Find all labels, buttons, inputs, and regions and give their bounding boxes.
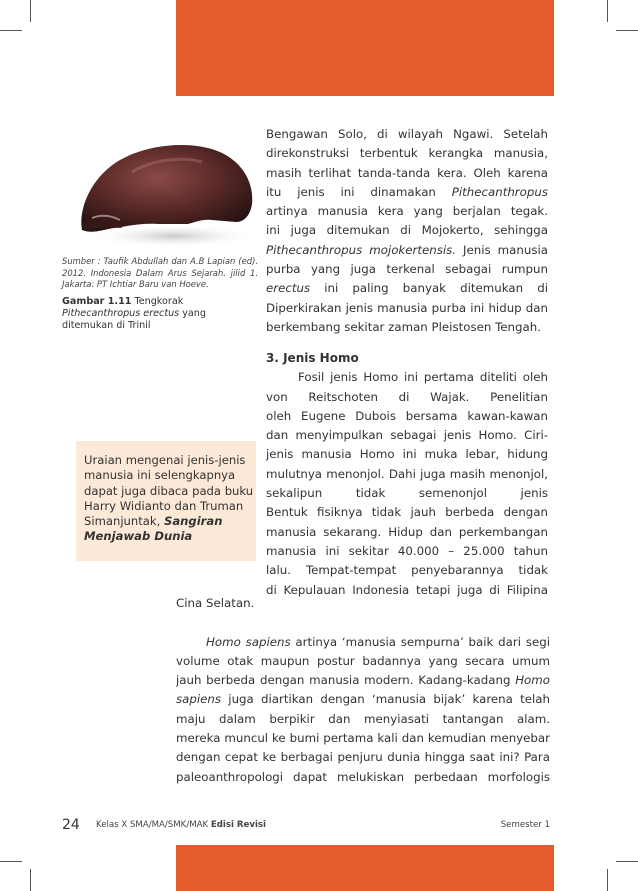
text-line: Homo sapiens artinya ‘manusia sempurna’ baik dari segi bbox=[206, 634, 550, 649]
species-name: Pithecanthropus mojokertensis. bbox=[266, 242, 457, 257]
text-line: ini juga ditemukan di Mojokerto, sehingga bbox=[266, 223, 548, 238]
edition-label: Edisi Revisi bbox=[210, 820, 266, 830]
crop-mark bbox=[616, 30, 638, 31]
text-line: Fosil jenis Homo ini pertama diteliti oleh bbox=[298, 370, 548, 385]
text-line: lalu. Tempat-tempat penyebarannya tidak bbox=[266, 563, 548, 578]
text-line: mulutnya menonjol. Dahi juga masih menonjol, bbox=[266, 466, 548, 481]
page-number: 24 bbox=[62, 817, 80, 833]
species-name: Homo bbox=[515, 673, 550, 688]
crop-mark bbox=[0, 30, 22, 31]
crop-mark bbox=[0, 861, 22, 862]
text-line: dan menyimpulkan sebagai jenis Homo. Ciri- bbox=[266, 428, 548, 443]
figure-caption-species: Pithecanthropus erectus bbox=[62, 308, 180, 319]
paragraph-intro bbox=[266, 125, 548, 337]
figure-source: Sumber : Taufik Abdullah dan A.B Lapian (ed). 2012. Indonesia Dalam Arus Sejarah. jilid 1. Jakarta: PT Ichtiar Baru van Hoeve. bbox=[62, 256, 258, 289]
text-line: purba yang juga terkenal sebagai rumpun bbox=[266, 262, 548, 277]
figure-caption-text: Tengkorak bbox=[134, 296, 184, 307]
text-line: von Reitschoten di Wajak. Penelitian bbox=[266, 389, 548, 404]
crop-mark bbox=[30, 869, 31, 891]
figure-caption-text-2: yang ditemukan di Trinil bbox=[62, 308, 206, 331]
text-line: itu jenis ini dinamakan Pithecanthropus bbox=[266, 183, 548, 202]
skull-figure bbox=[62, 118, 260, 256]
text-line: Bengawan Solo, di wilayah Ngawi. Setelah bbox=[266, 127, 548, 141]
info-box-text: Uraian mengenai jenis-jenis manusia ini selengkapnya dapat juga dibaca pada buku Harry Widianto dan Truman Simanjuntak, Sangiran Menjawab Dunia bbox=[84, 453, 254, 544]
text-line: direkonstruksi terbentuk kerangka manusia, bbox=[266, 146, 548, 161]
paragraph-homo-sapiens bbox=[176, 594, 550, 787]
text-line: paleoanthropologi dapat melukiskan perbedaan morfologis bbox=[176, 769, 550, 784]
crop-mark bbox=[607, 0, 608, 22]
book-title: Sangiran Menjawab Dunia bbox=[84, 514, 223, 544]
figure-caption bbox=[62, 296, 258, 332]
section-heading: 3. Jenis Homo bbox=[266, 351, 359, 365]
text-line: volume otak maupun postur badannya yang secara umum bbox=[176, 653, 550, 668]
text-line: erectus ini paling banyak ditemukan di bbox=[266, 281, 548, 296]
text-line: artinya manusia kera yang berjalan tegak. bbox=[266, 204, 548, 219]
text-line: Bentuk fisiknya tidak jauh berbeda dengan bbox=[266, 505, 548, 520]
text-line: dengan cepat ke berbagai penjuru dunia hingga saat ini? Para bbox=[176, 750, 550, 765]
text-line: jauh berbeda dengan manusia modern. Kadang-kadang Homo bbox=[176, 673, 550, 688]
species-name: sapiens bbox=[176, 692, 222, 707]
text-line: manusia sekarang. Hidup dan perkembangan bbox=[266, 524, 548, 539]
crop-mark bbox=[616, 861, 638, 862]
text-line: masih terlihat tanda-tanda kera. Oleh karena bbox=[266, 165, 548, 180]
text-line: oleh Eugene Dubois bersama kawan-kawan bbox=[266, 408, 548, 423]
text-line: mereka muncul ke bumi pertama kali dan kemudian menyebar bbox=[176, 731, 550, 746]
header-band bbox=[176, 0, 554, 96]
text-line: berkembang sekitar zaman Pleistosen Tengah. bbox=[266, 319, 541, 334]
page-footer bbox=[62, 817, 550, 835]
text-line: sekalipun tidak semenonjol jenis bbox=[266, 486, 548, 501]
species-name: Homo sapiens bbox=[206, 634, 291, 649]
crop-mark bbox=[607, 869, 608, 891]
text-line: Cina Selatan. bbox=[176, 596, 255, 610]
text-line: Diperkirakan jenis manusia purba ini hidup dan bbox=[266, 300, 548, 315]
text-line: di Kepulauan Indonesia tetapi juga di Filipina bbox=[266, 582, 548, 597]
text-line: manusia ini sekitar 40.000 – 25.000 tahun bbox=[266, 543, 548, 558]
crop-mark bbox=[30, 0, 31, 22]
text-line: maju dalam berpikir dan menyiasati tantangan alam. bbox=[176, 711, 550, 726]
text-line: sapiens juga diartikan dengan ‘manusia bijak’ karena telah bbox=[176, 692, 550, 707]
footer-band bbox=[176, 845, 554, 891]
section-homo bbox=[266, 349, 548, 600]
semester-label: Semester 1 bbox=[500, 820, 550, 830]
figure-caption-label: Gambar 1.11 bbox=[62, 296, 132, 307]
info-box bbox=[76, 441, 256, 561]
species-name: erectus bbox=[266, 281, 311, 296]
book-title-footer: Kelas X SMA/MA/SMK/MAK Edisi Revisi bbox=[96, 820, 266, 830]
species-name: Pithecanthropus bbox=[451, 184, 548, 199]
text-line: Pithecanthropus mojokertensis. Jenis manusia bbox=[266, 242, 548, 257]
text-line: jenis manusia Homo ini muka lebar, hidung bbox=[266, 447, 548, 462]
